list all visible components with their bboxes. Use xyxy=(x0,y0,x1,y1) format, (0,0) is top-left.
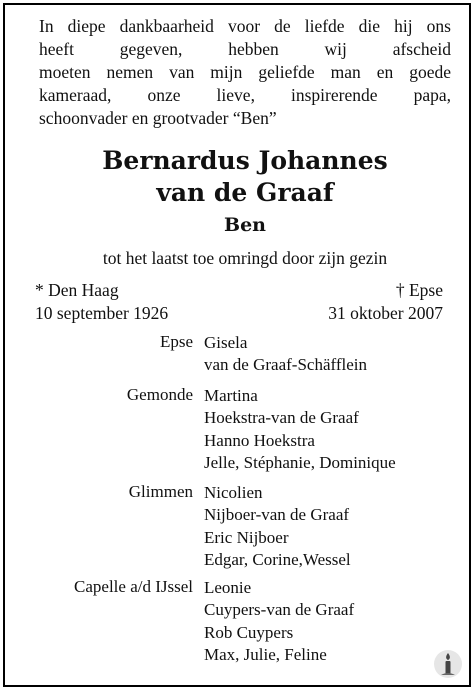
obituary-card xyxy=(3,3,471,687)
intro-text xyxy=(39,15,451,130)
family-place-gemonde: Gemonde xyxy=(126,385,193,404)
deceased-nickname: Ben xyxy=(224,214,266,236)
family-name: Hanno Hoekstra xyxy=(204,430,315,450)
family-name: Cuypers-van de Graaf xyxy=(204,600,355,620)
intro-line: heeft gegeven, hebben wij afscheid xyxy=(39,39,451,59)
family-place-capelle: Capelle a/d IJssel xyxy=(74,577,193,596)
family-name: Hoekstra-van de Graaf xyxy=(204,408,359,428)
family-name: Edgar, Corine,Wessel xyxy=(204,549,351,569)
birth-date: 10 september 1926 xyxy=(35,303,169,323)
family-name: Jelle, Stéphanie, Dominique xyxy=(204,452,396,472)
intro-line: moeten nemen van mijn geliefde man en goede xyxy=(39,62,451,82)
family-names-capelle xyxy=(204,577,464,666)
birth-info xyxy=(35,279,168,325)
deceased-name-line1: Bernardus Johannes xyxy=(102,146,388,175)
family-name: Max, Julie, Feline xyxy=(204,644,327,664)
candle-logo-icon xyxy=(433,649,463,679)
intro-line: schoonvader en grootvader “Ben” xyxy=(39,108,277,128)
family-name: Nijboer-van de Graaf xyxy=(204,505,350,525)
family-name: Nicolien xyxy=(204,483,263,502)
intro-line: In diepe dankbaarheid voor de liefde die hij ons xyxy=(39,16,451,36)
death-place: † Epse xyxy=(395,280,443,300)
family-name: Martina xyxy=(204,386,258,405)
deceased-name-line2: van de Graaf xyxy=(156,178,334,207)
family-names-glimmen xyxy=(204,482,464,571)
intro-line: kameraad, onze lieve, inspirerende papa, xyxy=(39,85,451,105)
family-name: Gisela xyxy=(204,333,248,352)
family-name: Leonie xyxy=(204,578,252,597)
death-date: 31 oktober 2007 xyxy=(328,303,443,323)
family-names-epse xyxy=(204,332,464,377)
family-name: Eric Nijboer xyxy=(204,527,289,547)
birth-place: * Den Haag xyxy=(35,280,119,300)
family-place-glimmen: Glimmen xyxy=(128,482,193,501)
family-names-gemonde xyxy=(204,385,464,474)
surrounded-by-family-text: tot het laatst toe omringd door zijn gezin xyxy=(102,248,388,268)
family-place-epse: Epse xyxy=(159,332,193,351)
family-name: Rob Cuypers xyxy=(204,622,294,642)
family-name: van de Graaf-Schäfflein xyxy=(204,355,367,375)
death-info xyxy=(328,279,443,325)
